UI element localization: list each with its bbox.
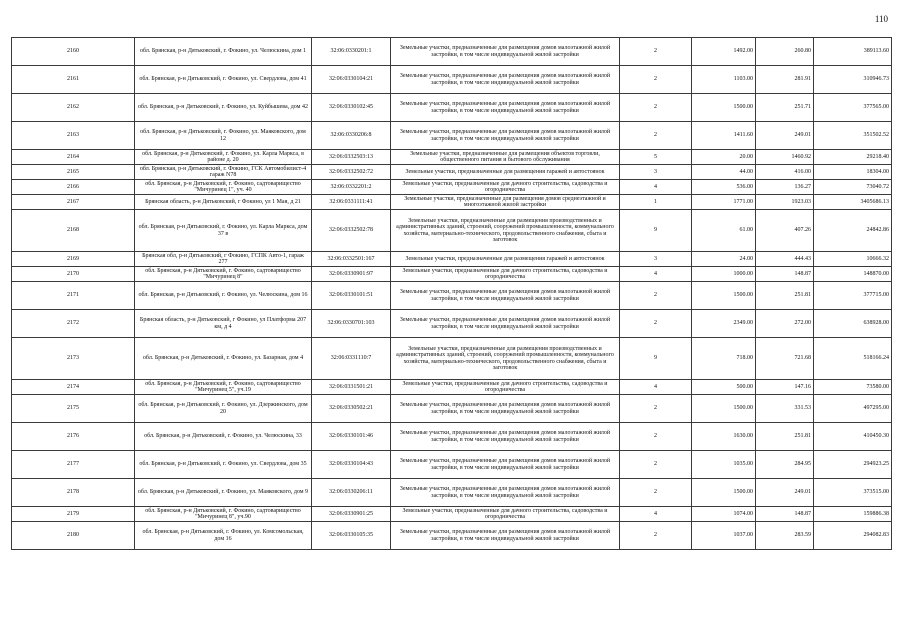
land-use-category-cell: Земельные участки, предназначенные для размещения объектов торговли, общественного питания и бытового обслуживания — [391, 150, 620, 165]
table-body — [12, 38, 892, 550]
cadastral-value-cell: 294082.83 — [814, 522, 892, 550]
land-use-category-cell: Земельные участки, предназначенные для дачного строительства, садоводства и огородничества — [391, 507, 620, 522]
address-cell: обл. Брянская, р-н Дятьковский, г. Фокино, ул. Дзержинского, дом 20 — [135, 395, 312, 423]
cadastral-number-cell: 32:06:0330104:21 — [312, 66, 391, 94]
specific-value-cell: 136.27 — [756, 180, 814, 195]
cadastral-value-cell: 294923.25 — [814, 451, 892, 479]
area-cell: 1035.00 — [692, 451, 756, 479]
row-number-cell: 2169 — [12, 252, 135, 267]
group-number-cell: 3 — [620, 252, 692, 267]
cadastral-number-cell: 32:06:0332503:13 — [312, 150, 391, 165]
specific-value-cell: 283.59 — [756, 522, 814, 550]
address-cell: обл. Брянская, р-н Дятьковский, г. Фокино, ул. Комсомольская, дом 16 — [135, 522, 312, 550]
land-use-category-cell: Земельные участки, предназначенные для размещения домов малоэтажной жилой застройки, в том числе индивидуальной жилой застройки — [391, 310, 620, 338]
cadastral-number-cell: 32:06:0330502:21 — [312, 395, 391, 423]
cadastral-value-cell: 159886.38 — [814, 507, 892, 522]
address-cell: обл. Брянская, р-н Дятьковский, г. Фокино, ул. Маяковского, дом 12 — [135, 122, 312, 150]
land-use-category-cell: Земельные участки, предназначенные для размещения домов среднеэтажной и многоэтажной жилой застройки — [391, 195, 620, 210]
land-use-category-cell: Земельные участки, предназначенные для размещения домов малоэтажной жилой застройки, в том числе индивидуальной жилой застройки — [391, 423, 620, 451]
cadastral-value-cell: 497295.00 — [814, 395, 892, 423]
area-cell: 1771.00 — [692, 195, 756, 210]
specific-value-cell: 721.68 — [756, 338, 814, 380]
specific-value-cell: 249.01 — [756, 479, 814, 507]
land-use-category-cell: Земельные участки, предназначенные для размещения домов малоэтажной жилой застройки, в том числе индивидуальной жилой застройки — [391, 38, 620, 66]
specific-value-cell: 148.87 — [756, 507, 814, 522]
group-number-cell: 2 — [620, 38, 692, 66]
area-cell: 1000.00 — [692, 267, 756, 282]
address-cell: обл. Брянская, р-н Дятьковский, г. Фокино, ул. Куйбышева, дом 42 — [135, 94, 312, 122]
address-cell: обл. Брянская, р-н Дятьковский, г. Фокино, садтоварищество "Мичуринец 5", уч.19 — [135, 380, 312, 395]
cadastral-number-cell: 32:06:0330105:35 — [312, 522, 391, 550]
area-cell: 2349.00 — [692, 310, 756, 338]
land-use-category-cell: Земельные участки, предназначенные для размещения гаражей и автостоянок — [391, 165, 620, 180]
group-number-cell: 2 — [620, 423, 692, 451]
area-cell: 24.00 — [692, 252, 756, 267]
land-use-category-cell: Земельные участки, предназначенные для дачного строительства, садоводства и огородничества — [391, 380, 620, 395]
row-number-cell: 2177 — [12, 451, 135, 479]
group-number-cell: 2 — [620, 395, 692, 423]
land-use-category-cell: Земельные участки, предназначенные для размещения домов малоэтажной жилой застройки, в том числе индивидуальной жилой застройки — [391, 451, 620, 479]
address-cell: обл. Брянская, р-н Дятьковский, г. Фокино, ул. Челюскина, дом 16 — [135, 282, 312, 310]
address-cell: обл. Брянская, р-н Дятьковский, г. Фокино, ул. Базарная, дом 4 — [135, 338, 312, 380]
table-row — [12, 423, 892, 451]
table-row — [12, 522, 892, 550]
land-use-category-cell: Земельные участки, предназначенные для размещения домов малоэтажной жилой застройки, в том числе индивидуальной жилой застройки — [391, 66, 620, 94]
row-number-cell: 2160 — [12, 38, 135, 66]
table-row — [12, 252, 892, 267]
group-number-cell: 2 — [620, 479, 692, 507]
table-row — [12, 210, 892, 252]
area-cell: 536.00 — [692, 180, 756, 195]
table-row — [12, 310, 892, 338]
specific-value-cell: 147.16 — [756, 380, 814, 395]
area-cell: 1411.60 — [692, 122, 756, 150]
cadastral-value-cell: 410450.30 — [814, 423, 892, 451]
row-number-cell: 2163 — [12, 122, 135, 150]
group-number-cell: 2 — [620, 66, 692, 94]
land-use-category-cell: Земельные участки, предназначенные для размещения домов малоэтажной жилой застройки, в том числе индивидуальной жилой застройки — [391, 94, 620, 122]
area-cell: 1500.00 — [692, 395, 756, 423]
specific-value-cell: 260.80 — [756, 38, 814, 66]
group-number-cell: 2 — [620, 451, 692, 479]
table-row — [12, 195, 892, 210]
cadastral-value-cell: 24842.86 — [814, 210, 892, 252]
cadastral-number-cell: 32:06:0331111:41 — [312, 195, 391, 210]
specific-value-cell: 251.81 — [756, 282, 814, 310]
row-number-cell: 2180 — [12, 522, 135, 550]
table-row — [12, 165, 892, 180]
address-cell: обл. Брянская, р-н Дятьковский, г. Фокино, ГСК Автомобилист-4 гараж N78 — [135, 165, 312, 180]
specific-value-cell: 416.00 — [756, 165, 814, 180]
cadastral-number-cell: 32:06:0330901:97 — [312, 267, 391, 282]
row-number-cell: 2175 — [12, 395, 135, 423]
specific-value-cell: 251.81 — [756, 423, 814, 451]
table-row — [12, 479, 892, 507]
specific-value-cell: 249.01 — [756, 122, 814, 150]
group-number-cell: 4 — [620, 180, 692, 195]
row-number-cell: 2168 — [12, 210, 135, 252]
group-number-cell: 5 — [620, 150, 692, 165]
table-row — [12, 66, 892, 94]
table-row — [12, 150, 892, 165]
address-cell: обл. Брянская, р-н Дятьковский, г. Фокино, ул. Карла Маркса, дом 37 в — [135, 210, 312, 252]
cadastral-value-cell: 377715.00 — [814, 282, 892, 310]
table-row — [12, 94, 892, 122]
land-use-category-cell: Земельные участки, предназначенные для размещения производственных и административных зданий, строений, сооружений промышленности, коммунального хозяйства, материально-технического, продовольственного снабжения, сбыта и заготовок — [391, 338, 620, 380]
cadastral-value-cell: 373515.00 — [814, 479, 892, 507]
area-cell: 44.00 — [692, 165, 756, 180]
row-number-cell: 2174 — [12, 380, 135, 395]
group-number-cell: 2 — [620, 282, 692, 310]
row-number-cell: 2162 — [12, 94, 135, 122]
cadastral-value-cell: 389113.60 — [814, 38, 892, 66]
group-number-cell: 4 — [620, 267, 692, 282]
area-cell: 1037.00 — [692, 522, 756, 550]
address-cell: Брянская область, р-н Дятьковский, г Фокино, ул 1 Мая, д 21 — [135, 195, 312, 210]
area-cell: 718.00 — [692, 338, 756, 380]
address-cell: обл. Брянская, р-н Дятьковский, г. Фокино, садтоварищество "Мичуринец 1", уч. 40 — [135, 180, 312, 195]
land-use-category-cell: Земельные участки, предназначенные для размещения гаражей и автостоянок — [391, 252, 620, 267]
specific-value-cell: 281.91 — [756, 66, 814, 94]
group-number-cell: 9 — [620, 210, 692, 252]
address-cell: обл. Брянская, р-н Дятьковский, г. Фокино, садтоварищество "Мичуринец 8" — [135, 267, 312, 282]
area-cell: 61.00 — [692, 210, 756, 252]
land-use-category-cell: Земельные участки, предназначенные для размещения домов малоэтажной жилой застройки, в том числе индивидуальной жилой застройки — [391, 522, 620, 550]
cadastral-value-cell: 377565.00 — [814, 94, 892, 122]
row-number-cell: 2164 — [12, 150, 135, 165]
group-number-cell: 2 — [620, 522, 692, 550]
cadastral-number-cell: 32:06:0331110:7 — [312, 338, 391, 380]
cadastral-value-cell: 29218.40 — [814, 150, 892, 165]
cadastral-number-cell: 32:06:0330901:25 — [312, 507, 391, 522]
specific-value-cell: 444.43 — [756, 252, 814, 267]
table-row — [12, 282, 892, 310]
table-row — [12, 451, 892, 479]
address-cell: обл. Брянская, р-н Дятьковский, г. Фокино, ул. Маяковского, дом 9 — [135, 479, 312, 507]
row-number-cell: 2173 — [12, 338, 135, 380]
area-cell: 500.00 — [692, 380, 756, 395]
land-use-category-cell: Земельные участки, предназначенные для размещения производственных и административных зданий, строений, сооружений промышленности, коммунального хозяйства, материально-технического, продовольственного снабжения, сбыта и заготовок — [391, 210, 620, 252]
address-cell: обл. Брянская, р-н Дятьковский, г. Фокино, ул. Карла Маркса, в районе д. 20 — [135, 150, 312, 165]
cadastral-number-cell: 32:06:0332502:78 — [312, 210, 391, 252]
address-cell: обл. Брянская, р-н Дятьковский, г. Фокино, садтоварищество "Мичуринец 8", уч.90 — [135, 507, 312, 522]
address-cell: Брянская область, р-н Дятьковский, г Фокино, ул Платформа 207 км, д 4 — [135, 310, 312, 338]
land-use-category-cell: Земельные участки, предназначенные для дачного строительства, садоводства и огородничества — [391, 180, 620, 195]
cadastral-value-cell: 638928.00 — [814, 310, 892, 338]
row-number-cell: 2166 — [12, 180, 135, 195]
specific-value-cell: 251.71 — [756, 94, 814, 122]
row-number-cell: 2176 — [12, 423, 135, 451]
table-row — [12, 38, 892, 66]
area-cell: 1500.00 — [692, 94, 756, 122]
land-use-category-cell: Земельные участки, предназначенные для размещения домов малоэтажной жилой застройки, в том числе индивидуальной жилой застройки — [391, 282, 620, 310]
specific-value-cell: 331.53 — [756, 395, 814, 423]
row-number-cell: 2161 — [12, 66, 135, 94]
row-number-cell: 2171 — [12, 282, 135, 310]
cadastral-number-cell: 32:06:0330101:46 — [312, 423, 391, 451]
cadastral-value-cell: 10666.32 — [814, 252, 892, 267]
group-number-cell: 4 — [620, 380, 692, 395]
group-number-cell: 2 — [620, 310, 692, 338]
area-cell: 1500.00 — [692, 282, 756, 310]
row-number-cell: 2167 — [12, 195, 135, 210]
cadastral-number-cell: 32:06:0332501:167 — [312, 252, 391, 267]
row-number-cell: 2179 — [12, 507, 135, 522]
area-cell: 1500.00 — [692, 479, 756, 507]
page-number: 110 — [874, 14, 888, 24]
specific-value-cell: 148.87 — [756, 267, 814, 282]
cadastral-number-cell: 32:06:0331501:21 — [312, 380, 391, 395]
table-row — [12, 507, 892, 522]
cadastral-value-cell: 518166.24 — [814, 338, 892, 380]
land-use-category-cell: Земельные участки, предназначенные для дачного строительства, садоводства и огородничества — [391, 267, 620, 282]
cadastral-number-cell: 32:06:0330102:45 — [312, 94, 391, 122]
row-number-cell: 2170 — [12, 267, 135, 282]
table-row — [12, 380, 892, 395]
cadastral-number-cell: 32:06:0330206:8 — [312, 122, 391, 150]
cadastral-value-cell: 73040.72 — [814, 180, 892, 195]
specific-value-cell: 272.00 — [756, 310, 814, 338]
specific-value-cell: 1460.92 — [756, 150, 814, 165]
group-number-cell: 9 — [620, 338, 692, 380]
table-row — [12, 395, 892, 423]
group-number-cell: 2 — [620, 94, 692, 122]
cadastral-value-cell: 73580.00 — [814, 380, 892, 395]
area-cell: 20.00 — [692, 150, 756, 165]
area-cell: 1630.00 — [692, 423, 756, 451]
land-use-category-cell: Земельные участки, предназначенные для размещения домов малоэтажной жилой застройки, в том числе индивидуальной жилой застройки — [391, 479, 620, 507]
group-number-cell: 2 — [620, 122, 692, 150]
group-number-cell: 3 — [620, 165, 692, 180]
address-cell: обл. Брянская, р-н Дятьковский, г. Фокино, ул. Свердлова, дом 35 — [135, 451, 312, 479]
table-row — [12, 267, 892, 282]
cadastral-value-cell: 3405686.13 — [814, 195, 892, 210]
land-use-category-cell: Земельные участки, предназначенные для размещения домов малоэтажной жилой застройки, в том числе индивидуальной жилой застройки — [391, 395, 620, 423]
group-number-cell: 1 — [620, 195, 692, 210]
cadastral-value-table — [11, 37, 892, 550]
row-number-cell: 2172 — [12, 310, 135, 338]
cadastral-number-cell: 32:06:0332201:2 — [312, 180, 391, 195]
row-number-cell: 2178 — [12, 479, 135, 507]
address-cell: Брянская обл, р-н Дятьковский, г Фокино, ГСПК Авто-1, гараж 277 — [135, 252, 312, 267]
table-row — [12, 338, 892, 380]
cadastral-number-cell: 32:06:0330206:11 — [312, 479, 391, 507]
group-number-cell: 4 — [620, 507, 692, 522]
cadastral-value-cell: 310946.73 — [814, 66, 892, 94]
specific-value-cell: 407.26 — [756, 210, 814, 252]
specific-value-cell: 1923.03 — [756, 195, 814, 210]
area-cell: 1074.00 — [692, 507, 756, 522]
cadastral-number-cell: 32:06:0330101:51 — [312, 282, 391, 310]
cadastral-value-cell: 18304.00 — [814, 165, 892, 180]
address-cell: обл. Брянская, р-н Дятьковский, г. Фокино, ул. Челюскина, 33 — [135, 423, 312, 451]
address-cell: обл. Брянская, р-н Дятьковский, г. Фокино, ул. Челюскина, дом 1 — [135, 38, 312, 66]
cadastral-number-cell: 32:06:0332502:72 — [312, 165, 391, 180]
cadastral-number-cell: 32:06:0330201:1 — [312, 38, 391, 66]
cadastral-value-cell: 148870.00 — [814, 267, 892, 282]
land-use-category-cell: Земельные участки, предназначенные для размещения домов малоэтажной жилой застройки, в том числе индивидуальной жилой застройки — [391, 122, 620, 150]
table-row — [12, 122, 892, 150]
cadastral-value-cell: 351502.52 — [814, 122, 892, 150]
area-cell: 1492.00 — [692, 38, 756, 66]
cadastral-number-cell: 32:06:0330104:43 — [312, 451, 391, 479]
table-row — [12, 180, 892, 195]
row-number-cell: 2165 — [12, 165, 135, 180]
area-cell: 1103.00 — [692, 66, 756, 94]
specific-value-cell: 284.95 — [756, 451, 814, 479]
address-cell: обл. Брянская, р-н Дятьковский, г. Фокино, ул. Свердлова, дом 41 — [135, 66, 312, 94]
cadastral-number-cell: 32:06:0330701:103 — [312, 310, 391, 338]
